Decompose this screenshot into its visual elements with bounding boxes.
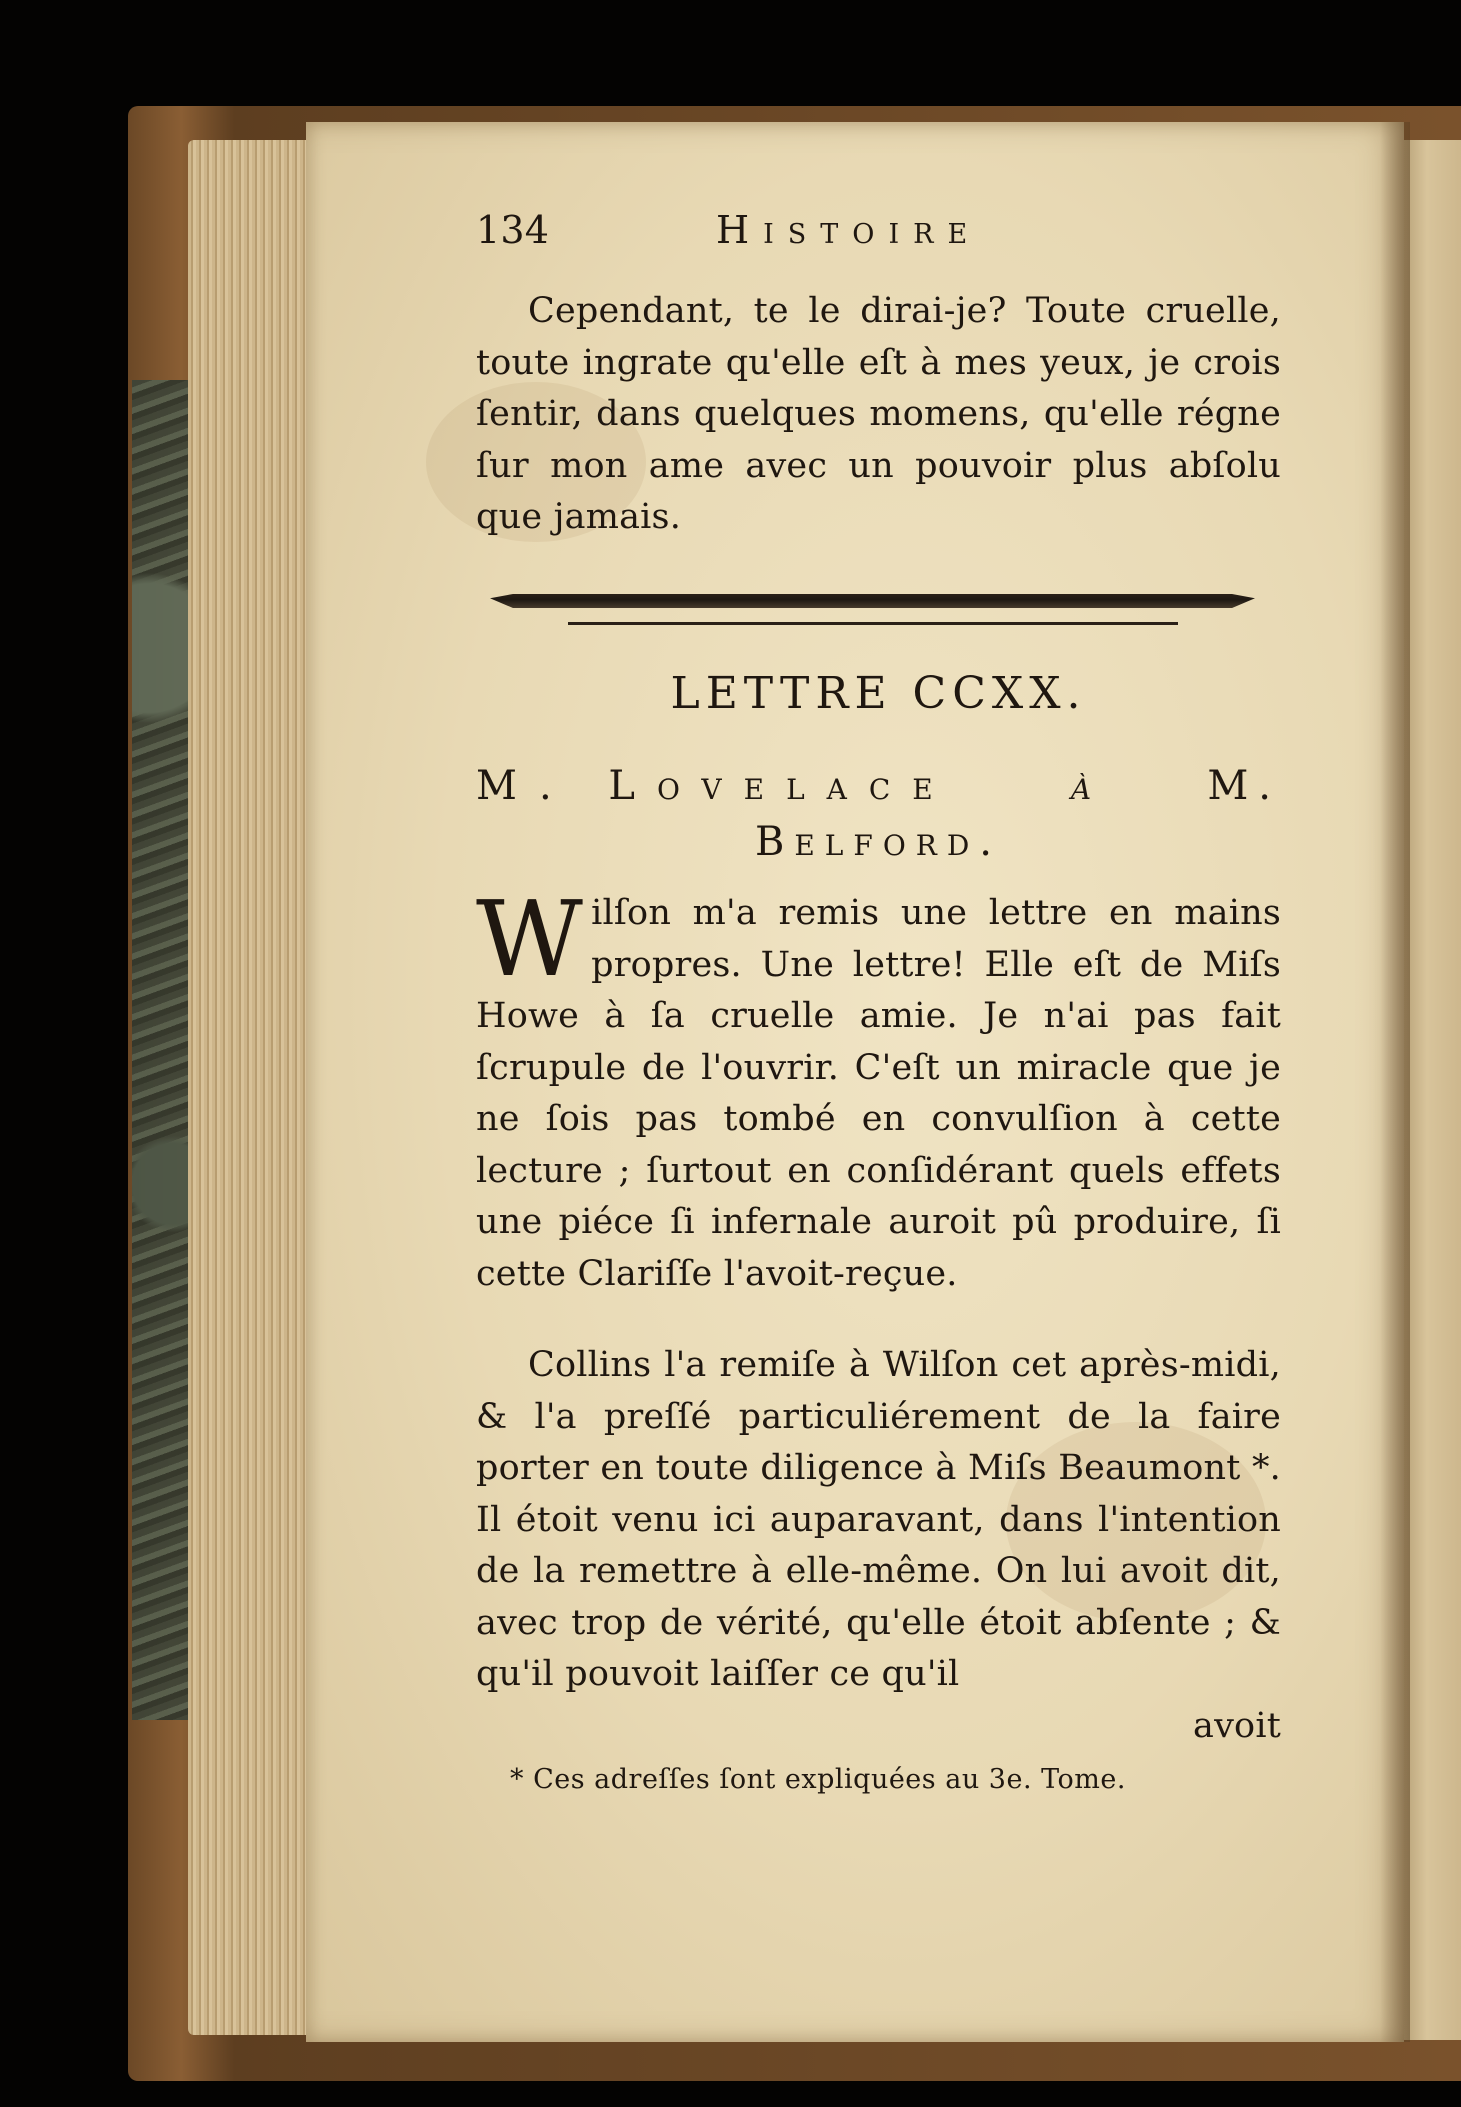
recipient-name: Belford. <box>754 819 1003 865</box>
letter-title: LETTRE CCXX. <box>670 668 1087 719</box>
facing-page-edge <box>1404 140 1461 2040</box>
recipient-title: M. <box>1207 763 1281 809</box>
footnote: * Ces adreſſes ſont expliquées au 3e. Tome. <box>510 1764 1126 1795</box>
address-line-1 <box>476 758 1281 814</box>
page-edges <box>188 140 310 2035</box>
drop-cap: W <box>476 878 584 1000</box>
paragraph-2-text: ilſon m'a remis une lettre en mains propres. Une lettre! Elle eſt de Miſs Howe à ſa cruelle amie. Je n'ai pas fait ſcrupule de l'ouvrir. C'eſt un miracle que je ne ſois pas tombé en convulſion à cette lecture ; ſurtout en conſidérant quels effets une piéce ſi infernale auroit pû produire, ſi cette Clariſſe l'avoit-reçue. <box>476 893 1281 1294</box>
paragraph-3: Collins l'a remiſe à Wilſon cet après-midi, & l'a preſſé particuliérement de la faire porter en toute diligence à Miſs Beaumont *. Il étoit venu ici auparavant, dans l'intention de la remettre à elle-même. On lui avoit dit, avec trop de vérité, qu'elle étoit abſente ; & qu'il pouvoit laiſſer ce qu'il <box>476 1345 1281 1694</box>
ornament-thick-rule <box>490 594 1255 608</box>
marbled-cover-edge <box>132 380 190 1720</box>
letter-sender: M. Lovelace <box>476 763 955 809</box>
gutter-shadow <box>1380 122 1410 2042</box>
letter-address <box>476 758 1281 870</box>
paragraph-2 <box>476 878 1281 1300</box>
ornament-thin-rule <box>568 622 1178 625</box>
catchword: avoit <box>1193 1706 1281 1746</box>
letter-preposition: à <box>1070 763 1092 809</box>
paragraph-1: Cependant, te le dirai-je? Toute cruelle, toute ingrate qu'elle eſt à mes yeux, je crois ſentir, dans quelques momens, qu'elle régne ſur mon ame avec un pouvoir plus abſolu que jamais. <box>476 291 1281 537</box>
page-number: 134 <box>476 208 550 252</box>
running-head: Histoire <box>716 208 982 252</box>
ornamental-rule <box>490 594 1255 628</box>
page-header <box>476 208 1276 268</box>
